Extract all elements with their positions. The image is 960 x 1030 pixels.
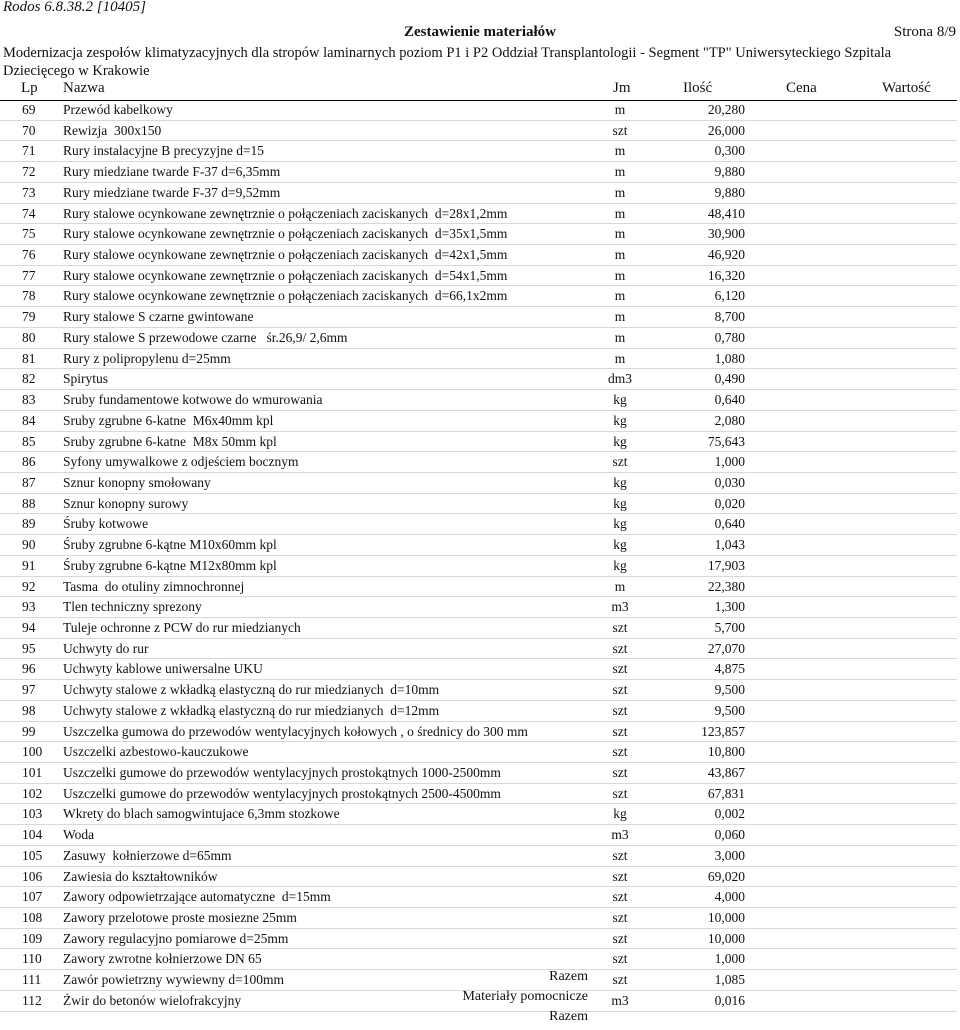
row-name: Żwir do betonów wielofrakcyjny — [63, 992, 242, 1008]
project-subtitle: Modernizacja zespołów klimatyzacyjnych dla stropów laminarnych poziom P1 i P2 Oddział Transplantologii - Segment "TP" Uniwersyteckiego Szpitala Dziecięcego w Krakowie — [3, 45, 892, 79]
row-quantity: 123,857 — [701, 723, 745, 739]
row-unit: m3 — [611, 992, 629, 1008]
row-name: Rury stalowe ocynkowane zewnętrznie o połączeniach zaciskanych d=35x1,5mm — [63, 226, 508, 242]
table-row — [0, 224, 957, 245]
column-header-wartosc: Wartość — [882, 80, 931, 96]
row-name: Zasuwy kołnierzowe d=65mm — [63, 847, 232, 863]
row-name: Rury miedziane twarde F-37 d=9,52mm — [63, 184, 281, 200]
row-name: Sruby fundamentowe kotwowe do wmurowania — [63, 392, 323, 408]
row-lp: 87 — [22, 474, 36, 490]
row-quantity: 67,831 — [707, 785, 745, 801]
row-unit: m — [614, 288, 626, 304]
row-lp: 80 — [22, 329, 36, 345]
row-quantity: 1,000 — [714, 951, 745, 967]
table-row — [0, 183, 957, 204]
row-lp: 100 — [22, 744, 43, 760]
row-quantity: 1,080 — [714, 350, 745, 366]
row-quantity: 9,500 — [714, 702, 745, 718]
row-quantity: 10,800 — [707, 744, 745, 760]
row-name: Woda — [63, 827, 95, 843]
row-lp: 76 — [22, 247, 36, 263]
row-lp: 74 — [22, 205, 36, 221]
app-version: Rodos 6.8.38.2 [10405] — [3, 0, 146, 15]
table-row — [0, 514, 957, 535]
row-quantity: 1,043 — [714, 537, 745, 553]
row-lp: 75 — [22, 226, 36, 242]
table-row — [0, 535, 957, 556]
row-quantity: 69,020 — [707, 868, 745, 884]
row-quantity: 26,000 — [707, 122, 745, 138]
table-row — [0, 887, 957, 908]
row-quantity: 3,000 — [714, 847, 745, 863]
row-lp: 69 — [22, 102, 36, 117]
row-lp: 109 — [22, 930, 43, 946]
row-unit: m — [614, 164, 626, 180]
row-lp: 99 — [22, 723, 36, 739]
row-quantity: 43,867 — [707, 765, 745, 780]
row-name: Uszczelki azbestowo-kauczukowe — [63, 744, 249, 760]
row-lp: 78 — [22, 288, 36, 304]
table-row — [0, 846, 957, 867]
row-name: Rury z polipropylenu d=25mm — [63, 350, 231, 366]
row-name: Rury stalowe ocynkowane zewnętrznie o połączeniach zaciskanych d=66,1x2mm — [63, 288, 508, 304]
row-lp: 91 — [22, 557, 36, 573]
row-lp: 90 — [22, 537, 36, 553]
row-lp: 72 — [22, 164, 36, 180]
row-name: Zawiesia do kształtowników — [63, 868, 218, 884]
table-row — [0, 659, 957, 680]
row-name: Śruby zgrubne 6-kątne M12x80mm kpl — [63, 557, 277, 573]
row-quantity: 27,070 — [707, 640, 745, 656]
row-lp: 95 — [22, 640, 36, 656]
row-lp: 108 — [22, 910, 43, 926]
row-unit: szt — [612, 930, 628, 946]
row-unit: m — [614, 143, 626, 159]
row-lp: 112 — [22, 992, 42, 1008]
row-quantity: 9,880 — [714, 164, 745, 180]
row-unit: m — [614, 350, 626, 366]
row-quantity: 0,640 — [714, 392, 745, 408]
row-quantity: 1,000 — [714, 454, 745, 470]
row-unit: m — [614, 329, 626, 345]
row-quantity: 0,016 — [714, 992, 745, 1008]
row-name: Uchwyty stalowe z wkładką elastyczną do rur miedzianych d=10mm — [63, 682, 440, 698]
row-unit: m — [614, 578, 626, 594]
document-title: Zestawienie materiałów — [403, 24, 557, 40]
table-row — [0, 867, 957, 888]
table-row — [0, 680, 957, 701]
table-row — [0, 804, 957, 825]
materials-table — [0, 100, 957, 1012]
row-name: Uchwyty stalowe z wkładką elastyczną do rur miedzianych d=12mm — [63, 702, 440, 718]
row-quantity: 22,380 — [707, 578, 745, 594]
row-lp: 102 — [22, 785, 43, 801]
row-name: Rury instalacyjne B precyzyjne d=15 — [63, 143, 265, 159]
row-unit: m — [614, 247, 626, 263]
row-quantity: 8,700 — [714, 309, 745, 325]
row-unit: kg — [613, 433, 627, 449]
row-name: Rury stalowe ocynkowane zewnętrznie o połączeniach zaciskanych d=54x1,5mm — [63, 267, 508, 283]
row-unit: kg — [613, 557, 627, 573]
row-unit: szt — [612, 910, 628, 926]
row-unit: szt — [612, 619, 628, 635]
summary-razem: Razem — [549, 969, 588, 984]
row-name: Śruby zgrubne 6-kątne M10x60mm kpl — [63, 537, 277, 553]
row-quantity: 9,880 — [714, 184, 745, 200]
row-lp: 83 — [22, 392, 36, 408]
table-row — [0, 266, 957, 287]
row-name: Tlen techniczny sprezony — [63, 599, 202, 615]
table-row — [0, 597, 957, 618]
row-quantity: 46,920 — [707, 247, 745, 263]
table-row — [0, 100, 957, 121]
table-row — [0, 784, 957, 805]
row-name: Rury stalowe ocynkowane zewnętrznie o połączeniach zaciskanych d=42x1,5mm — [63, 247, 508, 263]
row-name: Tuleje ochronne z PCW do rur miedzianych — [63, 619, 301, 635]
row-lp: 89 — [22, 516, 36, 532]
column-header-cena: Cena — [786, 80, 817, 96]
row-unit: szt — [612, 951, 628, 967]
row-unit: m3 — [611, 599, 629, 615]
column-header-ilosc: Ilość — [683, 80, 713, 96]
summary-materialy-pomocnicze: Materiały pomocnicze — [462, 989, 588, 1004]
row-unit: m — [614, 102, 626, 117]
table-row — [0, 121, 957, 142]
row-name: Zawory przelotowe proste mosiezne 25mm — [63, 910, 297, 926]
row-lp: 85 — [22, 433, 36, 449]
row-quantity: 0,300 — [714, 143, 745, 159]
row-unit: kg — [613, 806, 627, 822]
row-unit: m — [614, 205, 626, 221]
row-unit: m — [614, 226, 626, 242]
row-lp: 79 — [22, 309, 36, 325]
row-name: Sznur konopny smołowany — [63, 474, 211, 490]
row-lp: 103 — [22, 806, 43, 822]
row-lp: 105 — [22, 847, 43, 863]
table-row — [0, 929, 957, 950]
table-row — [0, 432, 957, 453]
row-lp: 71 — [22, 143, 36, 159]
column-header-nazwa: Nazwa — [63, 80, 105, 96]
row-name: Wkrety do blach samogwintujace 6,3mm stozkowe — [63, 806, 340, 822]
table-row — [0, 141, 957, 162]
row-name: Tasma do otuliny zimnochronnej — [63, 578, 245, 594]
table-row — [0, 452, 957, 473]
row-name: Rury stalowe S czarne gwintowane — [63, 309, 254, 325]
row-quantity: 20,280 — [707, 102, 745, 117]
row-quantity: 1,085 — [714, 972, 745, 988]
row-unit: m — [614, 184, 626, 200]
row-quantity: 16,320 — [707, 267, 745, 283]
table-row — [0, 307, 957, 328]
column-header-lp: Lp — [21, 80, 38, 96]
row-unit: szt — [612, 972, 628, 988]
table-row — [0, 286, 957, 307]
row-quantity: 0,640 — [714, 516, 745, 532]
row-quantity: 0,020 — [714, 495, 745, 511]
row-lp: 73 — [22, 184, 36, 200]
row-unit: m3 — [611, 827, 629, 843]
row-name: Uchwyty do rur — [63, 640, 149, 656]
row-quantity: 17,903 — [707, 557, 745, 573]
row-lp: 98 — [22, 702, 36, 718]
row-unit: szt — [612, 702, 628, 718]
table-row — [0, 639, 957, 660]
table-row — [0, 742, 957, 763]
row-name: Rury stalowe ocynkowane zewnętrznie o połączeniach zaciskanych d=28x1,2mm — [63, 205, 508, 221]
row-quantity: 1,300 — [714, 599, 745, 615]
row-lp: 97 — [22, 682, 36, 698]
row-quantity: 0,030 — [714, 474, 745, 490]
row-quantity: 30,900 — [707, 226, 745, 242]
row-unit: kg — [613, 516, 627, 532]
table-row — [0, 162, 957, 183]
row-lp: 88 — [22, 495, 36, 511]
row-quantity: 4,000 — [714, 889, 745, 905]
row-quantity: 0,490 — [714, 371, 745, 387]
row-name: Rury miedziane twarde F-37 d=6,35mm — [63, 164, 281, 180]
row-quantity: 0,780 — [714, 329, 745, 345]
row-unit: szt — [612, 847, 628, 863]
table-row — [0, 245, 957, 266]
table-row — [0, 473, 957, 494]
table-row — [0, 618, 957, 639]
table-row — [0, 328, 957, 349]
page-number: Strona 8/9 — [893, 24, 956, 40]
row-lp: 107 — [22, 889, 43, 905]
row-lp: 81 — [22, 350, 36, 366]
row-name: Uszczelki gumowe do przewodów wentylacyjnych prostokątnych 2500-4500mm — [63, 785, 501, 801]
table-row — [0, 908, 957, 929]
row-unit: szt — [612, 785, 628, 801]
table-row — [0, 763, 957, 784]
table-row — [0, 556, 957, 577]
row-quantity: 5,700 — [714, 619, 745, 635]
row-lp: 101 — [22, 765, 43, 780]
row-unit: kg — [613, 495, 627, 511]
row-name: Rewizja 300x150 — [63, 122, 162, 138]
row-unit: kg — [613, 412, 627, 428]
row-quantity: 0,060 — [714, 827, 745, 843]
row-unit: szt — [612, 122, 628, 138]
row-quantity: 48,410 — [707, 205, 745, 221]
summary-razem-total: Razem — [549, 1009, 588, 1024]
row-quantity: 0,002 — [714, 806, 745, 822]
row-lp: 104 — [22, 827, 43, 843]
row-name: Sznur konopny surowy — [63, 495, 189, 511]
row-name: Sruby zgrubne 6-katne M8x 50mm kpl — [63, 433, 277, 449]
row-unit: szt — [612, 744, 628, 760]
row-unit: kg — [613, 392, 627, 408]
row-lp: 84 — [22, 412, 36, 428]
row-name: Przewód kabelkowy — [63, 102, 173, 117]
row-name: Zawór powietrzny wywiewny d=100mm — [63, 972, 284, 988]
row-name: Uszczelki gumowe do przewodów wentylacyjnych prostokątnych 1000-2500mm — [63, 765, 501, 780]
row-unit: m — [614, 267, 626, 283]
row-quantity: 75,643 — [707, 433, 745, 449]
table-row — [0, 369, 957, 390]
row-name: Uszczelka gumowa do przewodów wentylacyjnych kołowych , o średnicy do 300 mm — [63, 723, 528, 739]
row-unit: szt — [612, 723, 628, 739]
row-lp: 93 — [22, 599, 36, 615]
table-row — [0, 204, 957, 225]
row-name: Zawory odpowietrzające automatyczne d=15mm — [63, 889, 331, 905]
row-quantity: 2,080 — [714, 412, 745, 428]
row-lp: 77 — [22, 267, 36, 283]
row-unit: szt — [612, 765, 628, 780]
table-row — [0, 701, 957, 722]
row-quantity: 10,000 — [707, 930, 745, 946]
row-unit: szt — [612, 661, 628, 677]
row-lp: 106 — [22, 868, 43, 884]
row-name: Sruby zgrubne 6-katne M6x40mm kpl — [63, 412, 274, 428]
row-lp: 92 — [22, 578, 36, 594]
row-name: Syfony umywalkowe z odjeściem bocznym — [63, 454, 299, 470]
row-lp: 110 — [22, 951, 42, 967]
row-unit: szt — [612, 682, 628, 698]
table-row — [0, 577, 957, 598]
row-lp: 111 — [22, 972, 42, 988]
row-name: Zawory regulacyjno pomiarowe d=25mm — [63, 930, 289, 946]
row-name: Śruby kotwowe — [63, 516, 149, 532]
row-quantity: 9,500 — [714, 682, 745, 698]
column-header-jm: Jm — [613, 80, 631, 96]
table-row — [0, 390, 957, 411]
row-quantity: 4,875 — [714, 661, 745, 677]
table-row — [0, 825, 957, 846]
row-name: Spirytus — [63, 371, 109, 387]
row-lp: 86 — [22, 454, 36, 470]
table-row — [0, 949, 957, 970]
table-row — [0, 411, 957, 432]
row-unit: kg — [613, 474, 627, 490]
row-lp: 96 — [22, 661, 36, 677]
row-unit: kg — [613, 537, 627, 553]
row-unit: szt — [612, 454, 628, 470]
row-quantity: 6,120 — [714, 288, 745, 304]
row-unit: m — [614, 309, 626, 325]
row-name: Rury stalowe S przewodowe czarne śr.26,9/ 2,6mm — [63, 329, 348, 345]
row-unit: szt — [612, 640, 628, 656]
table-row — [0, 722, 957, 743]
row-unit: szt — [612, 868, 628, 884]
table-row — [0, 349, 957, 370]
row-lp: 70 — [22, 122, 36, 138]
row-quantity: 10,000 — [707, 910, 745, 926]
table-row — [0, 494, 957, 515]
row-lp: 82 — [22, 371, 36, 387]
row-name: Uchwyty kablowe uniwersalne UKU — [63, 661, 263, 677]
row-unit: dm3 — [607, 371, 632, 387]
row-unit: szt — [612, 889, 628, 905]
row-name: Zawory zwrotne kołnierzowe DN 65 — [63, 951, 262, 967]
row-lp: 94 — [22, 619, 36, 635]
